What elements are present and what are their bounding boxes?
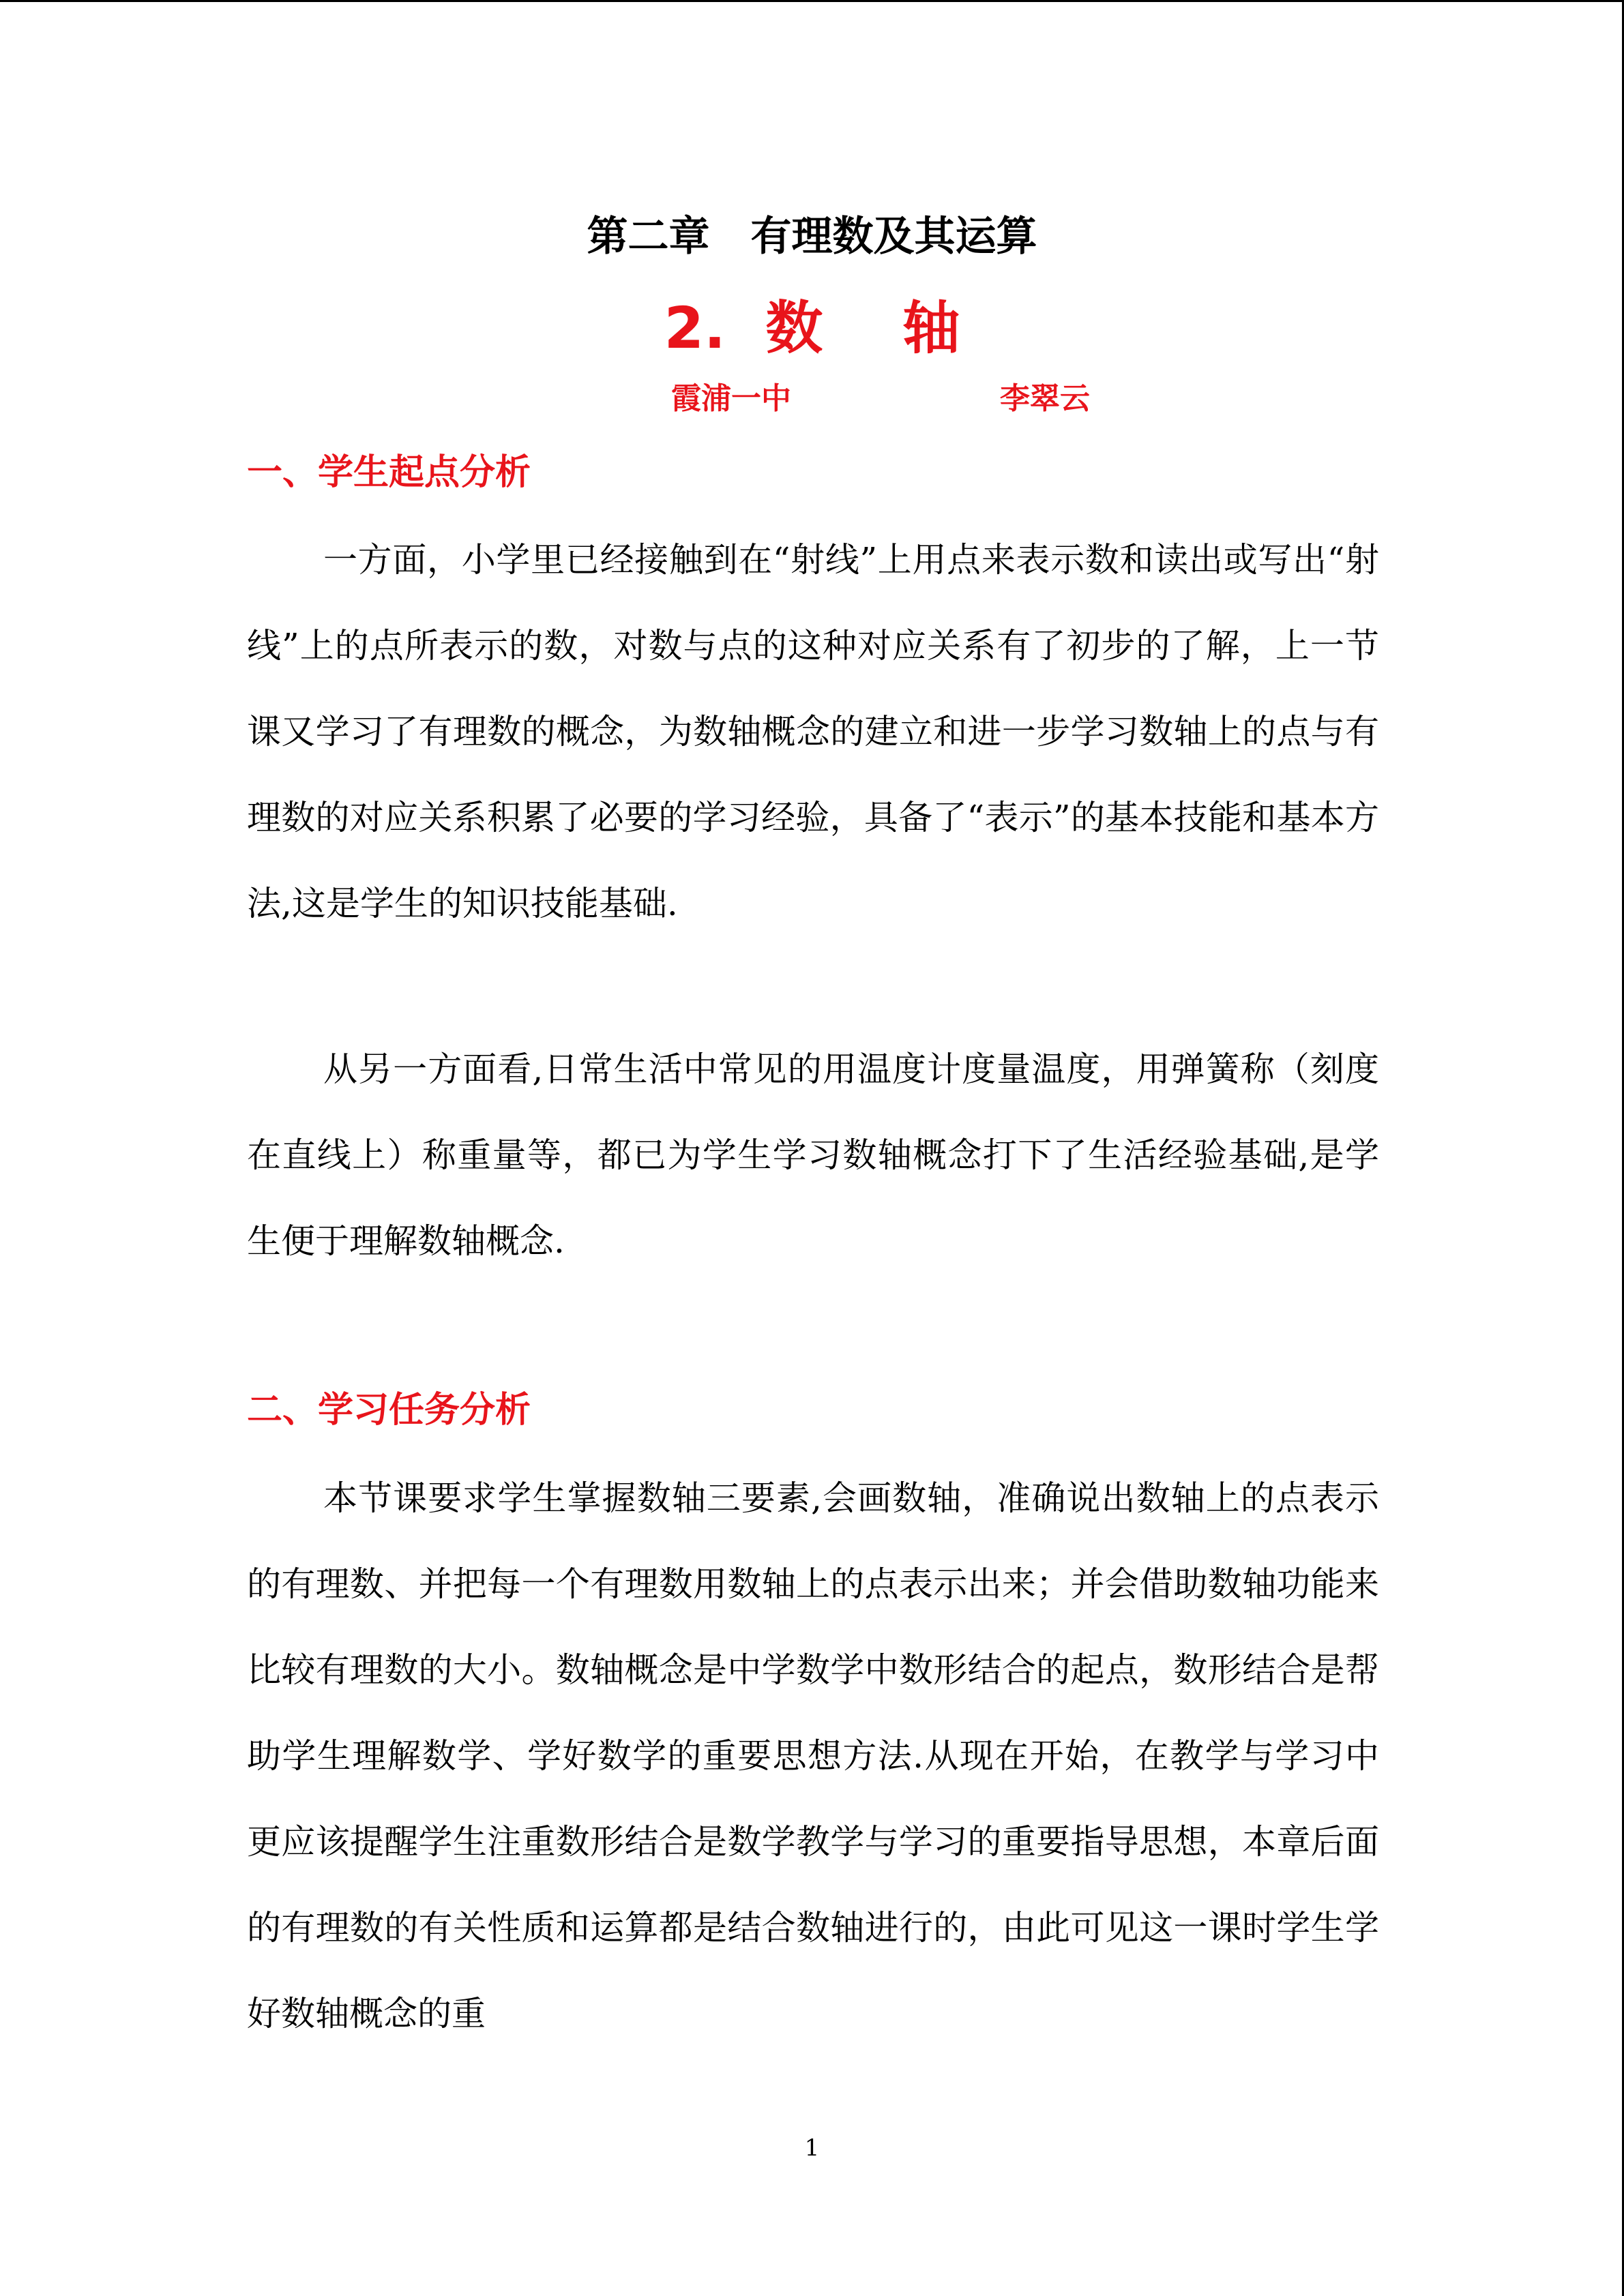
paragraph-task-analysis-1: 本节课要求学生掌握数轴三要素,会画数轴，准确说出数轴上的点表示的有理数、并把每一个有理数用数轴上的点表示出来；并会借助数轴功能来比较有理数的大小。数轴概念是中学数学中数形结合的起点，数形结合是帮助学生理解数学、学好数学的重要思想方法.从现在开始，在教学与学习中更应该提醒学生注重数形结合是数学教学与学习的重要指导思想，本章后面的有理数的有关性质和运算都是结合数轴进行的，由此可见这一课时学生学好数轴概念的重 [247,1478,1379,2033]
section-heading-student-analysis: 一、学生起点分析 [247,452,531,493]
paragraph-student-analysis-2: 从另一方面看,日常生活中常见的用温度计度量温度，用弹簧称（刻度在直线上）称重量等，都已为学生学习数轴概念打下了生活经验基础,是学生便于理解数轴概念. [247,1049,1379,1261]
section-heading-task-analysis: 二、学习任务分析 [247,1390,531,1431]
school-name: 霞浦一中 [671,381,791,416]
author-name: 李翠云 [1000,381,1090,416]
page-number: 1 [804,2134,820,2162]
paragraph-student-analysis-1: 一方面，小学里已经接触到在“射线”上用点来表示数和读出或写出“射线”上的点所表示的数，对数与点的这种对应关系有了初步的了解，上一节课又学习了有理数的概念，为数轴概念的建立和进一步学习数轴上的点与有理数的对应关系积累了必要的学习经验，具备了“表示”的基本技能和基本方法,这是学生的知识技能基础. [247,540,1379,923]
chapter-title: 第二章 有理数及其运算 [587,213,1037,260]
page-border-top [0,0,1624,2]
lesson-title: 2. 数 轴 [664,295,960,361]
